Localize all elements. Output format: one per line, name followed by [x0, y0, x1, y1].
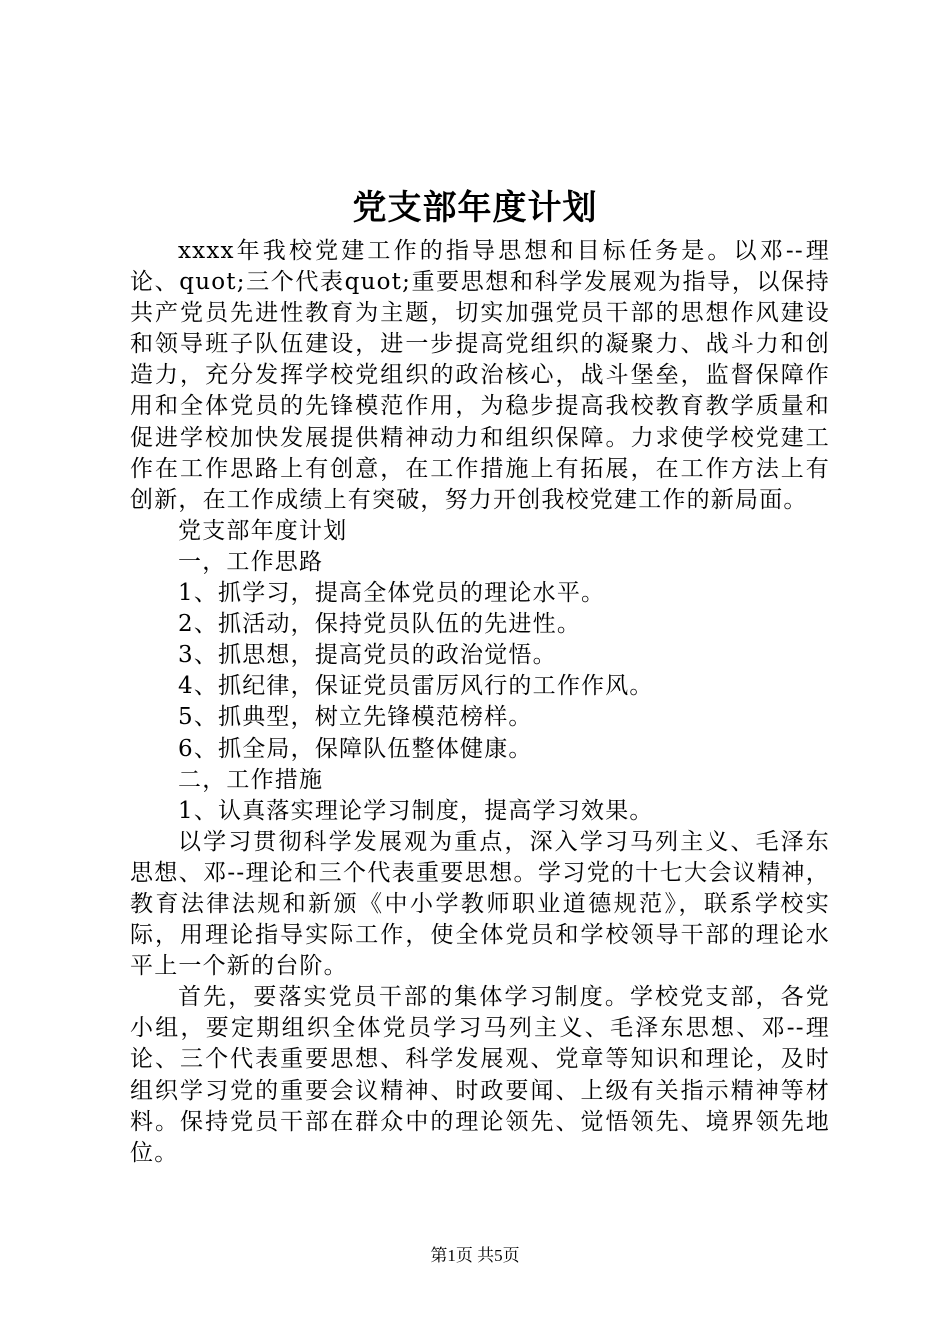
section-heading-ideas: 一，工作思路: [178, 548, 324, 575]
list-item: 1、认真落实理论学习制度，提高学习效果。: [178, 797, 654, 824]
list-item: 4、抓纪律，保证党员雷厉风行的工作作风。: [178, 673, 654, 700]
list-item: 1、抓学习，提高全体党员的理论水平。: [178, 580, 606, 607]
list-item: 6、抓全局，保障队伍整体健康。: [178, 735, 533, 762]
list-item: 5、抓典型，树立先锋模范榜样。: [178, 704, 533, 731]
body-paragraph: 首先，要落实党员干部的集体学习制度。学校党支部，各党小组，要定期组织全体党员学习马列主义、毛泽东思想、邓--理论、三个代表重要思想、科学发展观、党章等知识和理论，及时组织学习党的重要会议精神、时政要闻、上级有关指示精神等材料。保持党员干部在群众中的理论领先、觉悟领先、境界领先地位。: [130, 984, 830, 1166]
section-heading-plan: 党支部年度计划: [178, 517, 348, 544]
list-item: 3、抓思想，提高党员的政治觉悟。: [178, 642, 557, 669]
section-heading-measures: 二，工作措施: [178, 766, 324, 793]
document-body: [130, 236, 830, 1169]
page-number-footer: 第1页 共5页: [430, 1246, 520, 1265]
document-title: 党支部年度计划: [352, 188, 598, 228]
list-item: 2、抓活动，保持党员队伍的先进性。: [178, 611, 582, 638]
intro-paragraph: xxxx年我校党建工作的指导思想和目标任务是。以邓--理论、quot;三个代表quot;重要思想和科学发展观为指导，以保持共产党员先进性教育为主题，切实加强党员干部的思想作风建设和领导班子队伍建设，进一步提高党组织的凝聚力、战斗力和创造力，充分发挥学校党组织的政治核心，战斗堡垒，监督保障作用和全体党员的先锋模范作用，为稳步提高我校教育教学质量和促进学校加快发展提供精神动力和组织保障。力求使学校党建工作在工作思路上有创意，在工作措施上有拓展，在工作方法上有创新，在工作成绩上有突破，努力开创我校党建工作的新局面。: [130, 238, 830, 513]
body-paragraph: 以学习贯彻科学发展观为重点，深入学习马列主义、毛泽东思想、邓--理论和三个代表重要思想。学习党的十七大会议精神，教育法律法规和新颁《中小学教师职业道德规范》，联系学校实际，用理论指导实际工作，使全体党员和学校领导干部的理论水平上一个新的台阶。: [130, 828, 830, 980]
